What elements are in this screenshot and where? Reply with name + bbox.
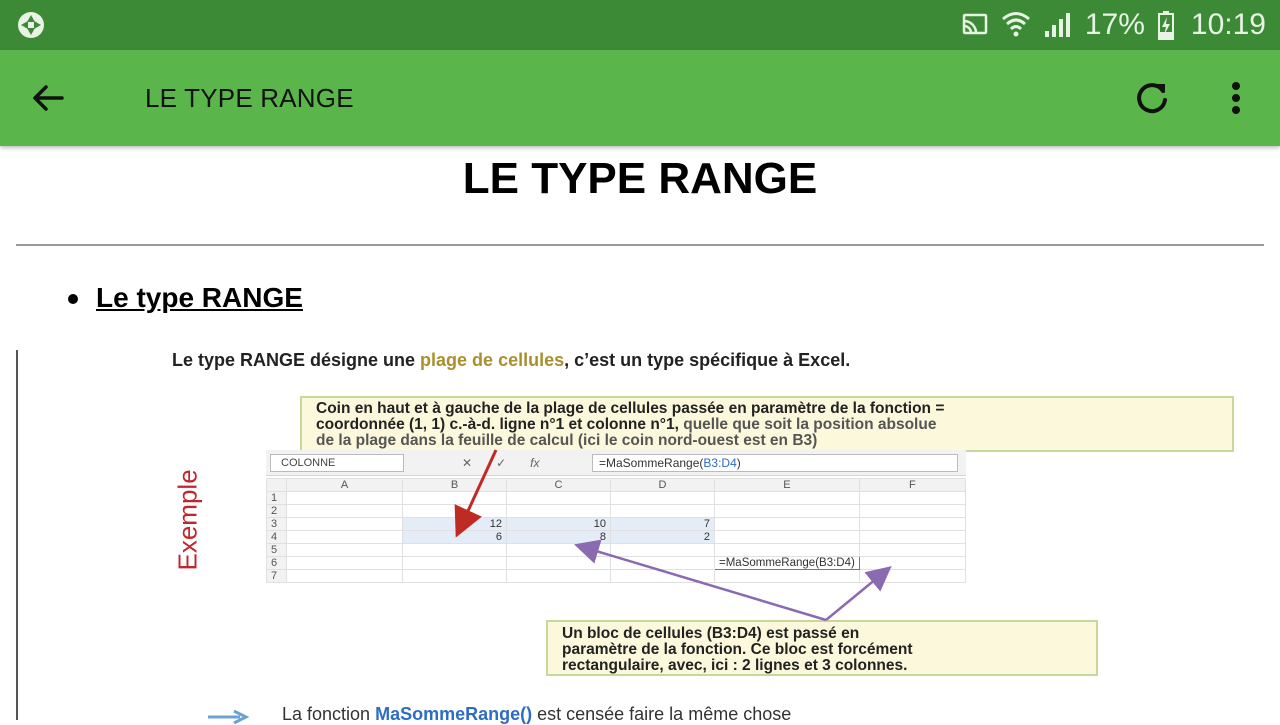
battery-percent: 17% bbox=[1084, 8, 1145, 41]
divider bbox=[16, 244, 1264, 246]
cast-icon bbox=[961, 12, 989, 38]
bottom-text bbox=[282, 704, 791, 725]
callout-top-line3: de la plage dans la feuille de calcul (ici le coin nord-ouest est en B3) bbox=[316, 432, 818, 449]
row-header: 6 bbox=[267, 557, 287, 570]
function-icon: fx bbox=[530, 456, 540, 470]
row-header: 2 bbox=[267, 505, 287, 518]
cell-c3: 10 bbox=[507, 518, 611, 531]
arrow-bottom-right bbox=[826, 574, 882, 620]
cell-d4: 2 bbox=[611, 531, 715, 544]
arrow-top bbox=[462, 450, 496, 524]
clock: 10:19 bbox=[1190, 8, 1266, 41]
row-header: 5 bbox=[267, 544, 287, 557]
cell-e6: =MaSommeRange(B3:D4) bbox=[715, 557, 860, 570]
page-content bbox=[0, 146, 1280, 724]
col-header: E bbox=[715, 479, 860, 492]
row-header: 7 bbox=[267, 570, 287, 583]
cell-d3: 7 bbox=[611, 518, 715, 531]
col-header: F bbox=[859, 479, 965, 492]
camera-aperture-icon bbox=[16, 10, 46, 40]
toolbar-title: LE TYPE RANGE bbox=[145, 83, 354, 113]
wifi-icon bbox=[1001, 11, 1031, 39]
section-heading: Le type RANGE bbox=[96, 282, 303, 313]
cell-c4: 8 bbox=[507, 531, 611, 544]
example-figure bbox=[16, 350, 1116, 724]
name-box: COLONNE bbox=[270, 454, 404, 472]
row-header: 3 bbox=[267, 518, 287, 531]
refresh-icon[interactable] bbox=[1130, 76, 1174, 120]
arrow-bottom-left bbox=[586, 548, 826, 620]
back-arrow-icon[interactable] bbox=[28, 78, 68, 118]
page-title: LE TYPE RANGE bbox=[462, 154, 818, 203]
intro-text: Le type RANGE désigne une bbox=[172, 350, 421, 370]
col-header: A bbox=[287, 479, 403, 492]
callout-bottom-line1: Un bloc de cellules (B3:D4) est passé en bbox=[562, 625, 860, 642]
formula-ref: B3:D4 bbox=[703, 456, 737, 470]
cancel-icon: ✕ bbox=[462, 456, 473, 470]
callout-arrows bbox=[18, 350, 1118, 720]
cell-b4: 6 bbox=[403, 531, 507, 544]
formula-suffix: ) bbox=[736, 456, 741, 470]
bottom-text-start: La fonction bbox=[282, 704, 376, 724]
more-vert-icon[interactable] bbox=[1220, 76, 1252, 120]
confirm-icon: ✓ bbox=[496, 456, 507, 470]
app-toolbar bbox=[0, 50, 1280, 146]
callout-top-line1: Coin en haut et à gauche de la plage de cellules passée en paramètre de la fonction = bbox=[316, 400, 945, 417]
bottom-code: MaSommeRange() bbox=[375, 704, 533, 724]
arrow-right-icon bbox=[206, 710, 250, 724]
callout-top-line2b: quelle que soit la position absolue bbox=[683, 416, 937, 433]
bottom-text-end: est censée faire la même chose bbox=[532, 704, 792, 724]
callout-top-line2a: coordonnée (1, 1) c.-à-d. ligne n°1 et colonne n°1, bbox=[316, 416, 684, 433]
cell-b3: 12 bbox=[403, 518, 507, 531]
bullet-icon bbox=[68, 294, 78, 304]
intro-text-end: , c’est un type spécifique à Excel. bbox=[564, 350, 851, 370]
col-header: D bbox=[611, 479, 715, 492]
status-bar bbox=[0, 0, 1280, 50]
side-label-text: Exemple bbox=[172, 469, 203, 571]
callout-bottom-line2: paramètre de la fonction. Ce bloc est forcément bbox=[562, 641, 913, 658]
cell-signal-icon bbox=[1043, 11, 1073, 39]
col-header: C bbox=[507, 479, 611, 492]
intro-highlight: plage de cellules bbox=[420, 350, 565, 370]
row-header: 1 bbox=[267, 492, 287, 505]
battery-charging-icon bbox=[1157, 10, 1175, 40]
col-header: B bbox=[403, 479, 507, 492]
formula-prefix: =MaSommeRange( bbox=[599, 456, 704, 470]
row-header: 4 bbox=[267, 531, 287, 544]
callout-bottom-line3: rectangulaire, avec, ici : 2 lignes et 3 colonnes. bbox=[562, 657, 908, 674]
